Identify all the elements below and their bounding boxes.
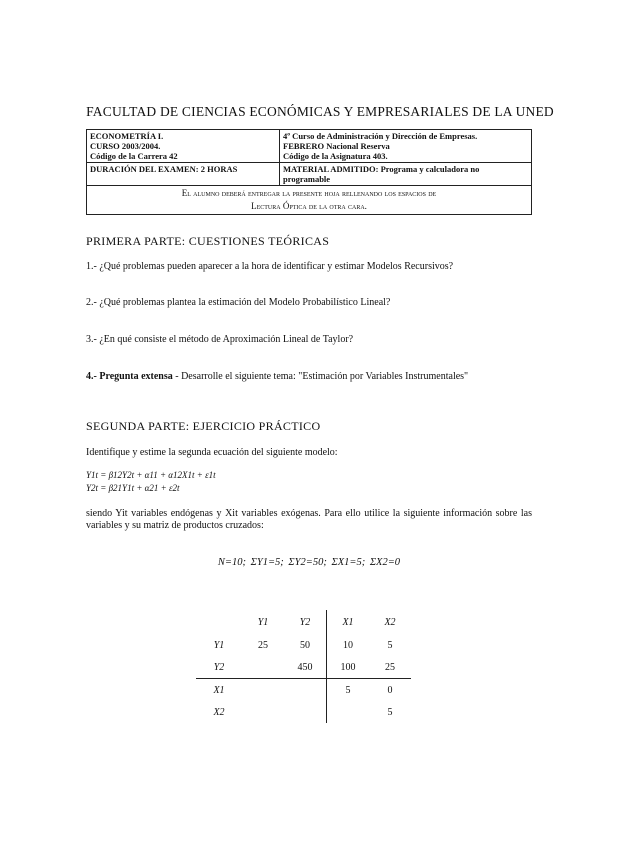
question-2: 2.- ¿Qué problemas plantea la estimación del Modelo Probabilístico Lineal? <box>86 297 391 308</box>
question-4 <box>86 371 468 382</box>
notice-line-2: Lectura Óptica de la otra cara. <box>251 201 367 211</box>
matrix-cell <box>242 701 284 723</box>
question-1: 1.- ¿Qué problemas pueden aparecer a la hora de identificar y estimar Modelos Recursivos? <box>86 261 454 272</box>
exam-session: FEBRERO Nacional Reserva <box>283 141 390 151</box>
career-code: Código de la Carrera 42 <box>90 151 178 161</box>
matrix-cell <box>284 701 327 723</box>
course-info-cell <box>87 130 280 163</box>
matrix-cell: 10 <box>343 639 353 651</box>
optical-reading-notice <box>87 186 532 215</box>
matrix-col-header: X1 <box>342 616 354 628</box>
matrix-cell: 5 <box>387 639 393 651</box>
matrix-row <box>196 656 411 679</box>
matrix-col-header: Y2 <box>284 610 327 634</box>
notice-line-1: El alumno deberá entregar la presente hoja rellenando los espacios de <box>181 188 437 198</box>
matrix-row-label: X2 <box>213 706 225 718</box>
matrix-cell: 100 <box>340 661 356 673</box>
allowed-material: MATERIAL ADMITIDO: Programa y calculadora no programable <box>280 163 532 186</box>
matrix-col-header: Y1 <box>257 616 269 628</box>
matrix-row <box>196 679 411 702</box>
degree-name: 4º Curso de Administración y Dirección de Empresas. <box>283 131 478 141</box>
matrix-row <box>196 701 411 723</box>
subject-code: Código de la Asignatura 403. <box>283 151 388 161</box>
course-name: ECONOMETRÍA I. <box>90 131 164 141</box>
data-sums: N=10; ΣY1=5; ΣY2=50; ΣX1=5; ΣX2=0 <box>217 557 401 568</box>
matrix-cell: 0 <box>369 679 411 702</box>
variables-description: siendo Yit variables endógenas y Xit variables exógenas. Para ello utilice la siguiente información sobre las variables y su matriz de productos cruzados: <box>86 508 532 531</box>
question-4-text: - Desarrolle el siguiente tema: "Estimación por Variables Instrumentales" <box>172 371 469 382</box>
model-equation-1: Y1t = β12Y2t + α11 + α12X1t + ε1t <box>86 470 216 480</box>
model-equation-2: Y2t = β21Y1t + α21 + ε2t <box>86 483 180 493</box>
matrix-row-label: Y1 <box>213 639 225 651</box>
matrix-row-label: Y2 <box>213 661 225 673</box>
matrix-cell: 25 <box>258 639 268 651</box>
matrix-cell: 5 <box>387 706 393 718</box>
part1-heading: PRIMERA PARTE: CUESTIONES TEÓRICAS <box>86 234 330 248</box>
exercise-instruction: Identifique y estime la segunda ecuación del siguiente modelo: <box>86 447 338 458</box>
matrix-row-label: X1 <box>196 679 242 702</box>
exam-title: FACULTAD DE CIENCIAS ECONÓMICAS Y EMPRESARIALES DE LA UNED <box>86 104 554 119</box>
matrix-row <box>196 634 411 656</box>
matrix-cell: 25 <box>385 661 395 673</box>
part2-heading: SEGUNDA PARTE: EJERCICIO PRÁCTICO <box>86 419 321 433</box>
cross-products-matrix <box>196 610 411 723</box>
question-4-label: 4.- Pregunta extensa <box>86 371 173 382</box>
matrix-cell <box>327 701 370 723</box>
exam-duration: DURACIÓN DEL EXAMEN: 2 HORAS <box>87 163 280 186</box>
matrix-cell <box>242 679 284 702</box>
matrix-cell: 5 <box>327 679 370 702</box>
question-3: 3.- ¿En qué consiste el método de Aproximación Lineal de Taylor? <box>86 334 354 345</box>
matrix-cell <box>284 679 327 702</box>
matrix-cell: 450 <box>284 656 327 679</box>
exam-header-table <box>86 129 532 215</box>
course-year: CURSO 2003/2004. <box>90 141 161 151</box>
degree-info-cell <box>280 130 532 163</box>
matrix-cell: 50 <box>284 634 327 656</box>
matrix-cell <box>242 656 284 679</box>
matrix-col-header: X2 <box>384 616 396 628</box>
